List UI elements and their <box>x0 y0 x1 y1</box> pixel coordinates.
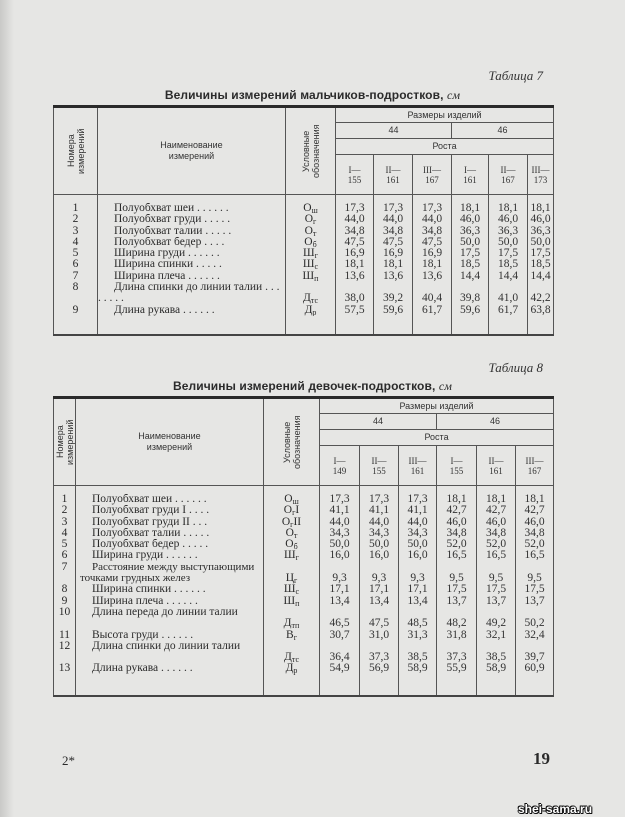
symbol: $О_б$ <box>285 539 298 551</box>
table7-title-text: Величины измерений мальчиков-подростков, <box>164 88 444 102</box>
table8-values-col-3: 17,3 41,1 44,0 34,3 50,0 16,0 9,3 17,1 13,4 48,5 31,3 38,5 58,9 <box>399 486 437 696</box>
symbol: $Д_{тс}$ <box>302 293 318 305</box>
symbol: $В_г$ <box>286 629 297 641</box>
table8-header-symbol-text: Условные обозначения <box>281 415 302 469</box>
measurement-name-wrapped: Длина спинки до линии талии . . . . . . . . <box>98 282 280 305</box>
measurement-name: Длина рукава . . . . . . <box>114 304 215 316</box>
table8-col-6: III— 167 <box>516 446 554 486</box>
table7-values-col-2: 17,3 44,0 34,8 47,5 16,9 18,1 13,6 39,2 59,6 <box>374 195 413 335</box>
symbol: $Д_р$ <box>304 304 317 316</box>
row-number: 6 <box>72 259 79 271</box>
symbol: $Д_{тп}$ <box>283 618 300 630</box>
measurement-name: Полуобхват груди . . . . . <box>114 214 231 226</box>
symbol: $Ш_г$ <box>303 248 318 260</box>
table8-values-col-6: 18,1 42,7 46,0 34,8 52,0 16,5 9,5 17,5 13,7 50,2 32,4 39,7 60,9 <box>516 486 554 696</box>
table8-names <box>76 486 264 696</box>
signature-mark: 2* <box>62 753 75 768</box>
table8-title-unit: см <box>438 379 453 393</box>
row-number: 7 <box>72 270 79 282</box>
page-edge-shadow <box>0 0 14 817</box>
table7-col-6: III— 173 <box>528 155 554 195</box>
table7-header-heights: Роста <box>336 139 554 155</box>
measurement-name: Полуобхват шеи . . . . . . <box>114 203 229 214</box>
table7-col-2: II— 161 <box>374 155 413 195</box>
measurement-name: Полуобхват бедер . . . . . <box>92 539 209 551</box>
measurement-name: Ширина спинки . . . . . . <box>92 584 206 596</box>
table8-values-col-5: 18,1 42,7 46,0 34,8 52,0 16,5 9,5 17,5 13,7 49,2 32,1 38,5 58,9 <box>477 486 516 696</box>
measurement-name: Ширина плеча . . . . . . <box>92 595 198 607</box>
table7-values-col-6: 18,1 46,0 36,3 50,0 17,5 18,5 14,4 42,2 63,8 <box>528 195 554 335</box>
measurement-name: Ширина спинки . . . . . <box>114 259 222 271</box>
table8-body <box>54 486 554 696</box>
table8-header-size-44: 44 <box>320 414 437 430</box>
table8-col-1: I— 149 <box>320 446 360 486</box>
table7-header-number <box>54 107 98 195</box>
table7-header-size-46: 46 <box>452 123 554 139</box>
table7-label: Таблица 7 <box>488 68 543 83</box>
table8-header-name-text: Наименование измерений <box>138 431 201 452</box>
table8-title-text: Величины измерений девочек-подростков, <box>172 379 436 393</box>
table8-values-col-2: 17,3 41,1 44,0 34,3 50,0 16,0 9,3 17,1 13,4 47,5 31,0 37,3 56,9 <box>360 486 399 696</box>
table8-header-number-text: Номера измерений <box>54 419 75 465</box>
table8-header-name <box>76 398 264 486</box>
table7-symbols <box>286 195 336 335</box>
table7-header-name <box>98 107 286 195</box>
table8 <box>53 396 554 697</box>
symbol: $Ш_п$ <box>283 595 300 607</box>
table7-values-col-5: 18,1 46,0 36,3 50,0 17,5 18,5 14,4 41,0 61,7 <box>489 195 528 335</box>
table7-values-col-3: 17,3 44,0 34,8 47,5 16,9 18,1 13,6 40,4 61,7 <box>413 195 452 335</box>
table8-header-number <box>54 398 76 486</box>
measurement-name: Ширина плеча . . . . . . <box>114 270 220 282</box>
measurement-name: Полуобхват талии . . . . . <box>114 225 232 237</box>
measurement-name: Длина рукава . . . . . . <box>92 663 193 675</box>
table8-header-size-46: 46 <box>437 414 554 430</box>
measurement-name: Ширина груди . . . . . . <box>114 248 220 260</box>
symbol: $Д_{тс}$ <box>283 652 299 664</box>
table8-symbols <box>264 486 320 696</box>
measurement-name-wrapped: Длина спинки до линии талии <box>92 640 241 652</box>
symbol: $О_г$ <box>304 214 317 226</box>
symbol: $О_т$ <box>304 225 317 237</box>
table8-numbers: 1 2 3 4 5 6 7 8 9 10 11 12 13 <box>54 486 76 696</box>
measurement-name: Полуобхват бедер . . . . <box>114 236 225 248</box>
table8-values-col-1: 17,3 41,1 44,0 34,3 50,0 16,0 9,3 17,1 13,4 46,5 30,7 36,4 54,9 <box>320 486 360 696</box>
table8-header-sizes: Размеры изделий <box>320 398 554 414</box>
row-number: 1 <box>72 203 79 214</box>
symbol: $Ш_с$ <box>283 584 300 596</box>
table7-values-col-4: 18,1 46,0 36,3 50,0 17,5 18,5 14,4 39,8 59,6 <box>452 195 489 335</box>
table7-header-sizes: Размеры изделий <box>336 107 554 123</box>
symbol: $О_ш$ <box>284 494 299 506</box>
page-number: 19 <box>533 749 550 768</box>
table8-header-heights: Роста <box>320 430 554 446</box>
table7-header-name-text: Наименование измерений <box>160 140 223 161</box>
table8-col-2: II— 155 <box>360 446 399 486</box>
table7-title-unit: см <box>446 88 461 102</box>
measurement-name-wrapped: Расстояние между выступающими точками грудных желез <box>80 561 255 585</box>
table7-header-symbol-text: Условные обозначения <box>300 124 321 178</box>
row-number: 9 <box>72 304 79 316</box>
symbol: $О_т$ <box>285 527 298 540</box>
table7-values-col-1: 17,3 44,0 34,8 47,5 16,9 18,1 13,6 38,0 57,5 <box>336 195 374 335</box>
watermark: shei-sama.ru <box>518 802 593 816</box>
table8-title <box>0 379 625 394</box>
row-number: 2 <box>72 214 79 226</box>
table7-col-3: III— 167 <box>413 155 452 195</box>
table8-label: Таблица 8 <box>488 360 543 375</box>
table8-col-5: II— 161 <box>477 446 516 486</box>
table8-col-3: III— 161 <box>399 446 437 486</box>
symbol: $О_ш$ <box>303 203 318 215</box>
table7-header-symbol <box>286 107 336 195</box>
table7-col-5: II— 167 <box>489 155 528 195</box>
row-number: 3 <box>72 225 79 237</box>
measurement-name-wrapped: Длина переда до линии талии <box>92 606 238 618</box>
table8-header-symbol <box>264 398 320 486</box>
symbol: $О_гI$ <box>283 505 300 517</box>
measurement-name: Полуобхват груди II . . . <box>92 516 208 528</box>
table7-header-size-44: 44 <box>336 123 452 139</box>
symbol: $Ш_п$ <box>302 270 319 283</box>
table7-title <box>0 88 625 103</box>
table8-col-4: I— 155 <box>437 446 477 486</box>
row-number: 5 <box>72 248 79 260</box>
symbol: $Ц_г$ <box>285 573 298 585</box>
table7 <box>53 105 554 336</box>
measurement-name: Полуобхват шеи . . . . . . <box>92 494 207 505</box>
measurement-name: Высота груди . . . . . . <box>92 629 194 641</box>
symbol: $Ш_с$ <box>302 259 319 271</box>
table7-col-1: I— 155 <box>336 155 374 195</box>
row-number: 8 <box>72 282 79 294</box>
table7-header-number-text: Номера измерений <box>65 128 86 174</box>
table8-values-col-4: 18,1 42,7 46,0 34,8 52,0 16,5 9,5 17,5 13,7 48,2 31,8 37,3 55,9 <box>437 486 477 696</box>
row-number: 4 <box>72 236 79 248</box>
symbol: $О_б$ <box>304 236 317 249</box>
measurement-name: Ширина груди . . . . . . <box>92 550 198 562</box>
table7-body <box>54 195 554 335</box>
measurement-name: Полуобхват груди I . . . . <box>92 505 210 517</box>
symbol: $Д_р$ <box>285 663 298 675</box>
table7-numbers <box>54 195 98 335</box>
table7-col-4: I— 161 <box>452 155 489 195</box>
symbol: $Ш_г$ <box>284 550 299 562</box>
symbol: $О_гII$ <box>281 516 302 528</box>
table7-names <box>98 195 286 335</box>
measurement-name: Полуобхват талии . . . . . <box>92 527 210 539</box>
